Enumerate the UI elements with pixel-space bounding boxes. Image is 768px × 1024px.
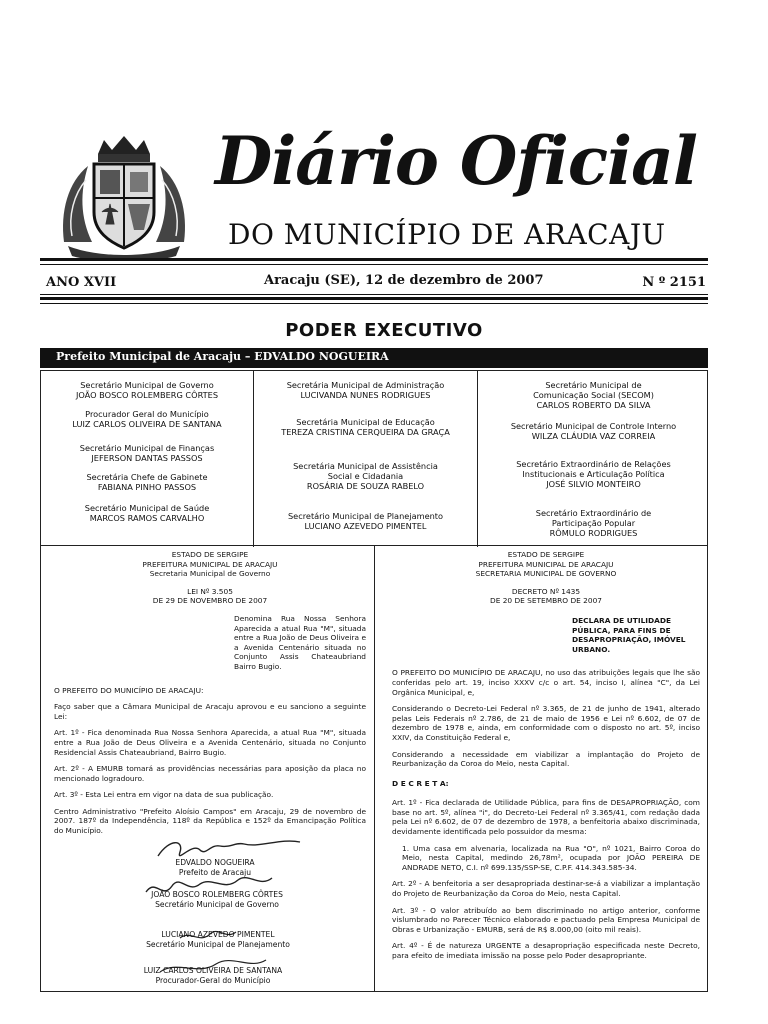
rule-top-thick (40, 258, 708, 261)
rule-mid-thin (40, 294, 708, 295)
secretaries-column-1 (41, 371, 253, 547)
decree-intro: O PREFEITO DO MUNICÍPIO DE ARACAJU, no uso das atribuições legais que lhe são conferidas pelo art. 19, inciso XXXV c/c o art. 54, inciso I, alínea "C", da Lei Orgânica Municipal, e, (392, 668, 700, 697)
edition-number: N º 2151 (642, 275, 706, 290)
decree-decreta: D E C R E T A: (392, 778, 449, 788)
law-number: LEI Nº 3.505 (187, 586, 233, 596)
rule-mid-thin-2 (40, 303, 708, 304)
newspaper-subtitle: DO MUNICÍPIO DE ARACAJU (228, 218, 666, 251)
dateline: Aracaju (SE), 12 de dezembro de 2007 (264, 273, 544, 288)
secretariat-header: SECRETARIA MUNICIPAL DE GOVERNO (475, 569, 617, 579)
secretary-entry: Secretário Municipal de Saúde MARCOS RAMOS CARVALHO (84, 503, 210, 523)
state-header: ESTADO DE SERGIPE (171, 550, 249, 559)
decree-article-4: Art. 4º - É de natureza URGENTE a desapropriação especificada neste Decreto, para efeito de imediata imissão na posse pelo Poder desapropriante. (392, 941, 700, 960)
mayor-bar (40, 348, 708, 368)
secretary-entry: Secretária Municipal de Assistência Social e Cidadania ROSÁRIA DE SOUZA RABELO (293, 461, 438, 491)
secretary-entry: Secretária Municipal de Administração LUCIVANDA NUNES RODRIGUES (286, 380, 445, 400)
column-divider (374, 546, 375, 992)
decree-document (392, 550, 700, 968)
law-intro: O PREFEITO DO MUNICÍPIO DE ARACAJU: (54, 685, 204, 695)
secretary-entry: Secretário Municipal de Comunicação Social (SECOM) CARLOS ROBERTO DA SILVA (533, 380, 654, 410)
decree-number: DECRETO Nº 1435 (511, 586, 581, 596)
secretary-entry: Secretário Extraordinário de Participação Popular RÔMULO RODRIGUES (535, 508, 652, 538)
prefecture-header: PREFEITURA MUNICIPAL DE ARACAJU (478, 559, 614, 569)
rule-mid-thick (40, 297, 708, 300)
secretary-entry: Secretário Extraordinário de Relações Institucionais e Articulação Política JOSÉ SILVIO MONTEIRO (516, 459, 671, 489)
secretaries-box (40, 370, 708, 546)
secretary-entry: Secretária Chefe de Gabinete FABIANA PINHO PASSOS (86, 472, 208, 492)
mayor-bar-text: Prefeito Municipal de Aracaju – EDVALDO NOGUEIRA (56, 350, 389, 363)
decree-article-1: Art. 1º - Fica declarada de Utilidade Pública, para fins de DESAPROPRIAÇÃO, com base no art. 5º, alínea "i", do Decreto-Lei Federal nº 3.365/41, com redação dada pela Lei nº 6.602, de 07 de dezembro de 1978, a benfeitoria abaixo discriminada, devidamente identificada pelo possuidor da mesma: (392, 798, 700, 837)
decree-article-3: Art. 3º - O valor atribuído ao bem discriminado no artigo anterior, conforme vislumbrado no Parecer Técnico elaborado e pactuado pela Empresa Municipal de Obras e Urbanização - EMURB, será de R$ 8.000,00 (oito mil reais). (392, 905, 700, 934)
rule-top-thin (40, 264, 708, 265)
law-document (54, 550, 366, 843)
municipal-coat-of-arms (58, 132, 190, 260)
secretariat-header: Secretaria Municipal de Governo (149, 569, 271, 579)
secretary-entry: Secretário Municipal de Planejamento LUCIANO AZEVEDO PIMENTEL (287, 511, 444, 531)
secretaries-column-2 (253, 371, 477, 547)
decree-considering-2: Considerando a necessidade em viabilizar a implantação do Projeto de Reurbanização da Coroa do Meio, nesta Capital. (392, 749, 700, 769)
newspaper-title: Diário Oficial (215, 122, 697, 200)
secretaries-column-3 (477, 371, 709, 547)
secretary-entry: Secretária Municipal de Educação TEREZA CRISTINA CERQUEIRA DA GRAÇA (281, 417, 450, 437)
law-article-3: Art. 3º - Esta Lei entra em vigor na data de sua publicação. (54, 790, 274, 800)
secretary-entry: Procurador Geral do Município LUIZ CARLOS OLIVEIRA DE SANTANA (72, 409, 222, 429)
decree-date: DE 20 DE SETEMBRO DE 2007 (490, 596, 602, 606)
year-label: ANO XVII (46, 275, 117, 290)
secretary-entry: Secretário Municipal de Governo JOÃO BOSCO ROLEMBERG CÔRTES (75, 380, 219, 400)
law-date: DE 29 DE NOVEMBRO DE 2007 (152, 596, 268, 606)
state-header: ESTADO DE SERGIPE (507, 550, 585, 559)
prefecture-header: PREFEITURA MUNICIPAL DE ARACAJU (142, 559, 278, 569)
signature-block: JOÃO BOSCO ROLEMBERG CÔRTES Secretário Municipal de Governo (151, 890, 283, 909)
section-title: PODER EXECUTIVO (285, 320, 483, 341)
signature-block: EDVALDO NOGUEIRA Prefeito de Aracaju (175, 858, 255, 877)
decree-ementa: DECLARA DE UTILIDADE PÚBLICA, PARA FINS DE DESAPROPRIAÇÃO, IMÓVEL URBANO. (572, 615, 686, 654)
law-closing: Centro Administrativo "Prefeito Aloísio Campos" em Aracaju, 29 de novembro de 2007. 187º da Independência, 118º da República e 152º da Emancipação Política do Município. (54, 806, 366, 836)
law-article-2: Art. 2º - A EMURB tomará as providências necessárias para aposição da placa no mencionado logradouro. (54, 764, 366, 783)
decree-considering-1: Considerando o Decreto-Lei Federal nº 3.365, de 21 de junho de 1941, alterado pelas Leis Federais nº 2.786, de 21 de maio de 1956 e Lei nº 6.602, de 07 de dezembro de 1978 e, ainda, em conformidade com o disposto no art. 5º, inciso XXIV, da Constituição Federal e, (392, 704, 700, 742)
signature-block: LUIZ CARLOS OLIVEIRA DE SANTANA Procurador-Geral do Município (143, 966, 283, 985)
law-paragraph: Faço saber que a Câmara Municipal de Aracaju aprovou e eu sanciono a seguinte Lei: (54, 702, 366, 721)
signature-block: LUCIANO AZEVEDO PIMENTEL Secretário Municipal de Planejamento (146, 930, 290, 949)
law-ementa: Denomina Rua Nossa Senhora Aparecida a atual Rua "M", situada entre a Rua João de Deus Oliveira e a Avenida Centenário situada no Conjunto Assis Chateaubriand Bairro Bugio. (234, 613, 366, 671)
secretary-entry: Secretário Municipal de Finanças JEFERSON DANTAS PASSOS (79, 443, 215, 463)
decree-article-2: Art. 2º - A benfeitoria a ser desapropriada destinar-se-á a viabilizar a implantação do Projeto de Reurbanização da Coroa do Meio, nesta Capital. (392, 879, 700, 899)
decree-item-1: 1. Uma casa em alvenaria, localizada na Rua "O", nº 1021, Bairro Coroa do Meio, nesta Capital, medindo 26,78m², ocupada por JOÃO PEREIRA DE ANDRADE NETO, C.I. nº 699.135/SSP-SE, C.P.F. 414.343.585-34. (402, 843, 700, 872)
law-article-1: Art. 1º - Fica denominada Rua Nossa Senhora Aparecida, a atual Rua "M", situada entre a Rua João de Deus Oliveira e a Avenida Centenário, situada no Conjunto Residencial Assis Chateaubriand, Bairro Bugio. (54, 728, 366, 757)
secretary-entry: Secretário Municipal de Controle Interno WILZA CLÁUDIA VAZ CORREIA (510, 421, 677, 441)
